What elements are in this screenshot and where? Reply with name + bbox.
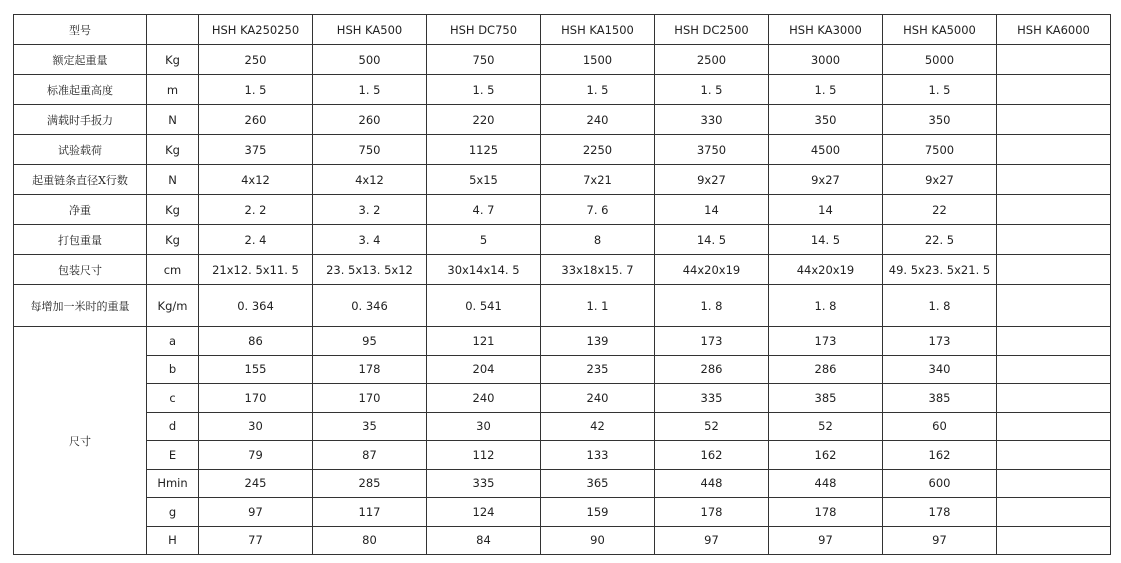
value-cell: 385 — [769, 384, 883, 413]
value-cell: 448 — [655, 469, 769, 498]
value-cell: 90 — [541, 526, 655, 555]
value-cell: 173 — [655, 327, 769, 356]
value-cell: 2. 2 — [199, 195, 313, 225]
value-cell: 95 — [313, 327, 427, 356]
value-cell: 250 — [199, 45, 313, 75]
header-label-cell: 型号 — [14, 15, 147, 45]
model-header-cell: HSH DC750 — [427, 15, 541, 45]
value-cell: 7500 — [883, 135, 997, 165]
model-header-cell: HSH KA3000 — [769, 15, 883, 45]
value-cell: 8 — [541, 225, 655, 255]
value-cell: 1. 5 — [769, 75, 883, 105]
value-cell: 178 — [883, 498, 997, 527]
value-cell: 30 — [199, 412, 313, 441]
row-label-cell: 额定起重量 — [14, 45, 147, 75]
value-cell: 7. 6 — [541, 195, 655, 225]
value-cell: 5x15 — [427, 165, 541, 195]
row-label-cell: 包装尺寸 — [14, 255, 147, 285]
value-cell: 204 — [427, 355, 541, 384]
model-header-cell: HSH KA1500 — [541, 15, 655, 45]
header-unit-cell — [147, 15, 199, 45]
row-label-cell: 每增加一米时的重量 — [14, 285, 147, 327]
value-cell: 286 — [769, 355, 883, 384]
dimension-row — [14, 355, 1111, 384]
value-cell: 1. 5 — [655, 75, 769, 105]
row-label-cell: 净重 — [14, 195, 147, 225]
dimension-row — [14, 469, 1111, 498]
value-cell: 330 — [655, 105, 769, 135]
value-cell: 1. 5 — [427, 75, 541, 105]
value-cell: 4x12 — [199, 165, 313, 195]
value-cell: 4. 7 — [427, 195, 541, 225]
value-cell: 3. 2 — [313, 195, 427, 225]
value-cell: 1125 — [427, 135, 541, 165]
value-cell: 14 — [655, 195, 769, 225]
value-cell: 4x12 — [313, 165, 427, 195]
value-cell: 178 — [313, 355, 427, 384]
value-cell: 173 — [883, 327, 997, 356]
value-cell: 139 — [541, 327, 655, 356]
value-cell: 1. 1 — [541, 285, 655, 327]
value-cell: 86 — [199, 327, 313, 356]
value-cell: 1. 8 — [883, 285, 997, 327]
value-cell: 0. 541 — [427, 285, 541, 327]
value-cell — [997, 327, 1111, 356]
value-cell: 14. 5 — [655, 225, 769, 255]
value-cell: 0. 346 — [313, 285, 427, 327]
dimensions-label-cell: 尺寸 — [14, 327, 147, 555]
value-cell: 22 — [883, 195, 997, 225]
spec-table-body — [14, 15, 1111, 555]
row-unit-cell: Kg — [147, 195, 199, 225]
value-cell: 365 — [541, 469, 655, 498]
value-cell: 3000 — [769, 45, 883, 75]
value-cell: 162 — [883, 441, 997, 470]
row-label-cell: 试验载荷 — [14, 135, 147, 165]
dimension-unit-cell: E — [147, 441, 199, 470]
value-cell — [997, 469, 1111, 498]
row-unit-cell: N — [147, 165, 199, 195]
value-cell: 44x20x19 — [655, 255, 769, 285]
dimension-unit-cell: a — [147, 327, 199, 356]
value-cell — [997, 285, 1111, 327]
row-unit-cell: Kg/m — [147, 285, 199, 327]
value-cell: 1500 — [541, 45, 655, 75]
value-cell: 30x14x14. 5 — [427, 255, 541, 285]
value-cell: 750 — [313, 135, 427, 165]
value-cell: 14. 5 — [769, 225, 883, 255]
dimension-row — [14, 412, 1111, 441]
model-header-cell: HSH DC2500 — [655, 15, 769, 45]
table-row — [14, 165, 1111, 195]
value-cell: 4500 — [769, 135, 883, 165]
value-cell: 133 — [541, 441, 655, 470]
value-cell: 155 — [199, 355, 313, 384]
value-cell: 33x18x15. 7 — [541, 255, 655, 285]
value-cell: 35 — [313, 412, 427, 441]
value-cell: 1. 5 — [541, 75, 655, 105]
value-cell: 14 — [769, 195, 883, 225]
dimension-unit-cell: c — [147, 384, 199, 413]
value-cell: 335 — [427, 469, 541, 498]
value-cell: 178 — [769, 498, 883, 527]
value-cell: 1. 5 — [313, 75, 427, 105]
value-cell: 3750 — [655, 135, 769, 165]
table-row — [14, 105, 1111, 135]
model-header-cell: HSH KA250250 — [199, 15, 313, 45]
value-cell: 350 — [769, 105, 883, 135]
dimension-row — [14, 384, 1111, 413]
value-cell: 1. 8 — [655, 285, 769, 327]
value-cell — [997, 355, 1111, 384]
value-cell: 23. 5x13. 5x12 — [313, 255, 427, 285]
value-cell: 97 — [655, 526, 769, 555]
row-label-cell: 起重链条直径X行数 — [14, 165, 147, 195]
value-cell — [997, 225, 1111, 255]
value-cell: 162 — [769, 441, 883, 470]
value-cell: 84 — [427, 526, 541, 555]
value-cell: 5 — [427, 225, 541, 255]
value-cell: 9x27 — [769, 165, 883, 195]
value-cell: 42 — [541, 412, 655, 441]
dimension-unit-cell: Hmin — [147, 469, 199, 498]
value-cell: 0. 364 — [199, 285, 313, 327]
value-cell: 97 — [769, 526, 883, 555]
value-cell: 3. 4 — [313, 225, 427, 255]
value-cell: 600 — [883, 469, 997, 498]
table-row — [14, 225, 1111, 255]
value-cell: 240 — [427, 384, 541, 413]
dimension-row — [14, 327, 1111, 356]
row-label-cell: 满载时手扳力 — [14, 105, 147, 135]
value-cell: 173 — [769, 327, 883, 356]
value-cell: 159 — [541, 498, 655, 527]
value-cell — [997, 441, 1111, 470]
header-row — [14, 15, 1111, 45]
value-cell — [997, 45, 1111, 75]
row-unit-cell: N — [147, 105, 199, 135]
value-cell — [997, 526, 1111, 555]
value-cell: 750 — [427, 45, 541, 75]
value-cell: 286 — [655, 355, 769, 384]
dimension-row — [14, 526, 1111, 555]
value-cell: 22. 5 — [883, 225, 997, 255]
table-row — [14, 75, 1111, 105]
value-cell: 117 — [313, 498, 427, 527]
dimension-row — [14, 441, 1111, 470]
table-row — [14, 135, 1111, 165]
value-cell — [997, 384, 1111, 413]
value-cell: 1. 5 — [199, 75, 313, 105]
value-cell: 235 — [541, 355, 655, 384]
value-cell: 60 — [883, 412, 997, 441]
dimension-row — [14, 498, 1111, 527]
table-row — [14, 285, 1111, 327]
value-cell: 240 — [541, 384, 655, 413]
value-cell: 124 — [427, 498, 541, 527]
spec-table — [13, 14, 1111, 555]
value-cell: 350 — [883, 105, 997, 135]
dimension-unit-cell: b — [147, 355, 199, 384]
dimension-unit-cell: H — [147, 526, 199, 555]
value-cell: 260 — [199, 105, 313, 135]
value-cell — [997, 75, 1111, 105]
row-unit-cell: Kg — [147, 135, 199, 165]
row-unit-cell: Kg — [147, 225, 199, 255]
value-cell — [997, 498, 1111, 527]
value-cell: 170 — [313, 384, 427, 413]
value-cell: 52 — [655, 412, 769, 441]
value-cell: 385 — [883, 384, 997, 413]
model-header-cell: HSH KA5000 — [883, 15, 997, 45]
value-cell: 44x20x19 — [769, 255, 883, 285]
row-unit-cell: m — [147, 75, 199, 105]
value-cell — [997, 135, 1111, 165]
value-cell: 77 — [199, 526, 313, 555]
value-cell: 9x27 — [883, 165, 997, 195]
table-row — [14, 255, 1111, 285]
dimension-unit-cell: d — [147, 412, 199, 441]
value-cell: 112 — [427, 441, 541, 470]
value-cell: 97 — [199, 498, 313, 527]
value-cell: 7x21 — [541, 165, 655, 195]
value-cell: 30 — [427, 412, 541, 441]
value-cell: 97 — [883, 526, 997, 555]
value-cell: 335 — [655, 384, 769, 413]
value-cell: 21x12. 5x11. 5 — [199, 255, 313, 285]
value-cell: 340 — [883, 355, 997, 384]
table-row — [14, 45, 1111, 75]
value-cell — [997, 165, 1111, 195]
value-cell: 52 — [769, 412, 883, 441]
dimension-unit-cell: g — [147, 498, 199, 527]
value-cell: 1. 8 — [769, 285, 883, 327]
value-cell: 170 — [199, 384, 313, 413]
value-cell: 121 — [427, 327, 541, 356]
value-cell: 2250 — [541, 135, 655, 165]
value-cell — [997, 105, 1111, 135]
value-cell: 448 — [769, 469, 883, 498]
value-cell: 80 — [313, 526, 427, 555]
table-row — [14, 195, 1111, 225]
row-label-cell: 标准起重高度 — [14, 75, 147, 105]
value-cell: 49. 5x23. 5x21. 5 — [883, 255, 997, 285]
row-unit-cell: cm — [147, 255, 199, 285]
value-cell: 87 — [313, 441, 427, 470]
value-cell: 500 — [313, 45, 427, 75]
value-cell — [997, 255, 1111, 285]
value-cell: 285 — [313, 469, 427, 498]
row-label-cell: 打包重量 — [14, 225, 147, 255]
value-cell: 79 — [199, 441, 313, 470]
value-cell: 2. 4 — [199, 225, 313, 255]
value-cell: 220 — [427, 105, 541, 135]
value-cell: 260 — [313, 105, 427, 135]
value-cell — [997, 195, 1111, 225]
value-cell: 375 — [199, 135, 313, 165]
value-cell: 240 — [541, 105, 655, 135]
model-header-cell: HSH KA500 — [313, 15, 427, 45]
row-unit-cell: Kg — [147, 45, 199, 75]
value-cell — [997, 412, 1111, 441]
value-cell: 1. 5 — [883, 75, 997, 105]
value-cell: 245 — [199, 469, 313, 498]
value-cell: 5000 — [883, 45, 997, 75]
model-header-cell: HSH KA6000 — [997, 15, 1111, 45]
value-cell: 178 — [655, 498, 769, 527]
value-cell: 162 — [655, 441, 769, 470]
value-cell: 9x27 — [655, 165, 769, 195]
value-cell: 2500 — [655, 45, 769, 75]
